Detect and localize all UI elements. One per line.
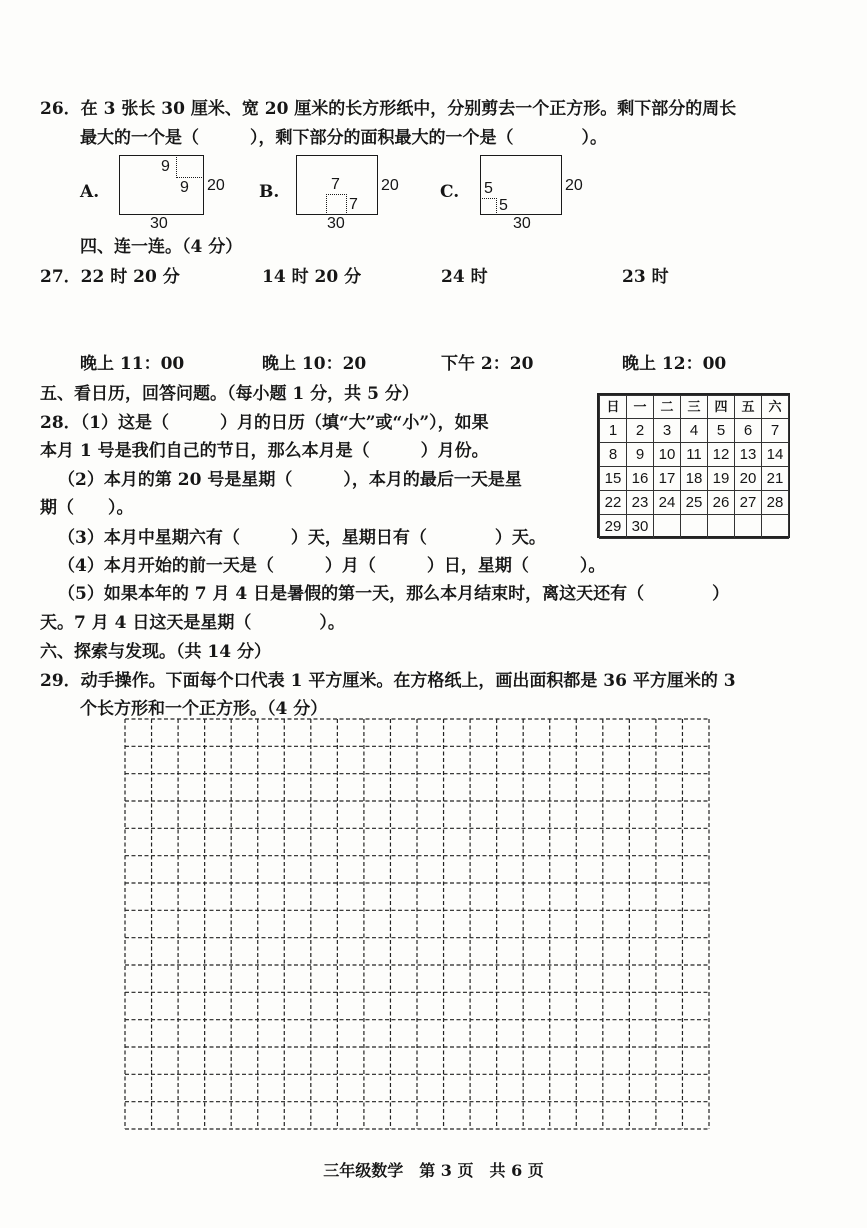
calendar-day-cell: 4 <box>680 418 708 443</box>
option-b-cut-side-label: 7 <box>349 196 358 213</box>
option-b-width-label: 30 <box>327 215 345 232</box>
calendar-header-cell: 一 <box>626 395 654 419</box>
option-c-height-label: 20 <box>565 177 583 194</box>
section-4-title: 四、连一连。（4 分） <box>80 237 243 257</box>
calendar-table <box>597 393 790 538</box>
calendar-day-cell: 12 <box>707 442 735 467</box>
q27-top-item-2: 14 时 20 分 <box>262 267 362 287</box>
q28-line8: 天。7 月 4 日这天是星期（ ）。 <box>40 613 345 633</box>
calendar-day-cell: 19 <box>707 466 735 491</box>
calendar-day-cell: 24 <box>653 490 681 515</box>
option-b-letter: B. <box>259 182 280 202</box>
calendar-day-cell <box>653 514 681 539</box>
option-a-cut-square <box>176 155 204 178</box>
option-c-cut-top-label: 5 <box>484 180 493 197</box>
q29-line2: 个长方形和一个正方形。（4 分） <box>80 699 328 719</box>
calendar-header-cell: 五 <box>734 395 762 419</box>
section-6-title: 六、探索与发现。（共 14 分） <box>40 642 271 662</box>
calendar-day-cell: 30 <box>626 514 654 539</box>
q28-line4: 期（ ）。 <box>40 498 134 518</box>
option-c-cut-side-label: 5 <box>499 197 508 214</box>
calendar-day-cell: 6 <box>734 418 762 443</box>
calendar-day-cell: 8 <box>599 442 627 467</box>
q28-line3: （2）本月的第 20 号是星期（ ），本月的最后一天是星 <box>58 470 522 490</box>
calendar-day-cell <box>707 514 735 539</box>
q27-top-item-3: 24 时 <box>441 267 488 287</box>
option-b-height-label: 20 <box>381 177 399 194</box>
calendar-day-cell: 29 <box>599 514 627 539</box>
calendar-day-cell: 15 <box>599 466 627 491</box>
calendar-day-cell: 25 <box>680 490 708 515</box>
option-a-width-label: 30 <box>150 215 168 232</box>
option-a-letter: A. <box>80 182 100 202</box>
q27-top-item-1: 27．22 时 20 分 <box>40 267 180 287</box>
option-a-cut-top-label: 9 <box>161 158 170 175</box>
q26-line2: 最大的一个是（ ），剩下部分的面积最大的一个是（ ）。 <box>80 128 607 148</box>
option-c-letter: C. <box>440 182 460 202</box>
q28-line6: （4）本月开始的前一天是（ ）月（ ）日，星期（ ）。 <box>58 556 606 576</box>
calendar-day-cell: 14 <box>761 442 789 467</box>
q27-bottom-item-1: 晚上 11：00 <box>80 354 185 374</box>
calendar-day-cell: 7 <box>761 418 789 443</box>
calendar-day-cell: 2 <box>626 418 654 443</box>
option-b-cut-top-label: 7 <box>331 176 340 193</box>
calendar-day-cell: 17 <box>653 466 681 491</box>
q28-line7: （5）如果本年的 7 月 4 日是暑假的第一天，那么本月结束时，离这天还有（ ） <box>58 584 730 604</box>
calendar-day-cell: 18 <box>680 466 708 491</box>
calendar-day-cell: 16 <box>626 466 654 491</box>
option-a-cut-side-label: 9 <box>180 179 189 196</box>
calendar-day-cell: 22 <box>599 490 627 515</box>
q27-bottom-item-2: 晚上 10：20 <box>262 354 367 374</box>
calendar-day-cell: 23 <box>626 490 654 515</box>
calendar-day-cell <box>761 514 789 539</box>
calendar-day-cell: 10 <box>653 442 681 467</box>
calendar-day-cell: 5 <box>707 418 735 443</box>
q28-line1: 28．（1）这是（ ）月的日历（填“大”或“小”），如果 <box>40 413 489 433</box>
calendar-day-cell: 11 <box>680 442 708 467</box>
q27-bottom-item-4: 晚上 12：00 <box>622 354 727 374</box>
calendar-header-cell: 四 <box>707 395 735 419</box>
option-c-cut-square <box>480 198 497 215</box>
calendar-header-cell: 三 <box>680 395 708 419</box>
calendar-day-cell: 20 <box>734 466 762 491</box>
calendar-day-cell: 26 <box>707 490 735 515</box>
calendar-day-cell: 1 <box>599 418 627 443</box>
calendar-day-cell: 3 <box>653 418 681 443</box>
q27-bottom-item-3: 下午 2：20 <box>441 354 534 374</box>
option-a-height-label: 20 <box>207 177 225 194</box>
q26-line1: 26．在 3 张长 30 厘米、宽 20 厘米的长方形纸中，分别剪去一个正方形。剩下部分的周长 <box>40 99 737 119</box>
calendar-header-cell: 日 <box>599 395 627 419</box>
calendar-header-cell: 六 <box>761 395 789 419</box>
q27-top-item-4: 23 时 <box>622 267 669 287</box>
q28-line5: （3）本月中星期六有（ ）天，星期日有（ ）天。 <box>58 528 546 548</box>
option-c-width-label: 30 <box>513 215 531 232</box>
section-5-title: 五、看日历，回答问题。（每小题 1 分，共 5 分） <box>40 384 419 404</box>
calendar-header-cell: 二 <box>653 395 681 419</box>
q28-line2: 本月 1 号是我们自己的节日，那么本月是（ ）月份。 <box>40 441 489 461</box>
square-grid-paper[interactable] <box>124 718 710 1130</box>
calendar-day-cell: 21 <box>761 466 789 491</box>
page-footer: 三年级数学 第 3 页 共 6 页 <box>323 1161 544 1180</box>
calendar-day-cell: 13 <box>734 442 762 467</box>
q29-line1: 29．动手操作。下面每个口代表 1 平方厘米。在方格纸上，画出面积都是 36 平方厘米的 3 <box>40 671 736 691</box>
calendar-day-cell: 27 <box>734 490 762 515</box>
calendar-day-cell: 28 <box>761 490 789 515</box>
calendar-day-cell <box>680 514 708 539</box>
calendar-day-cell <box>734 514 762 539</box>
calendar-day-cell: 9 <box>626 442 654 467</box>
option-b-cut-square <box>326 194 347 215</box>
